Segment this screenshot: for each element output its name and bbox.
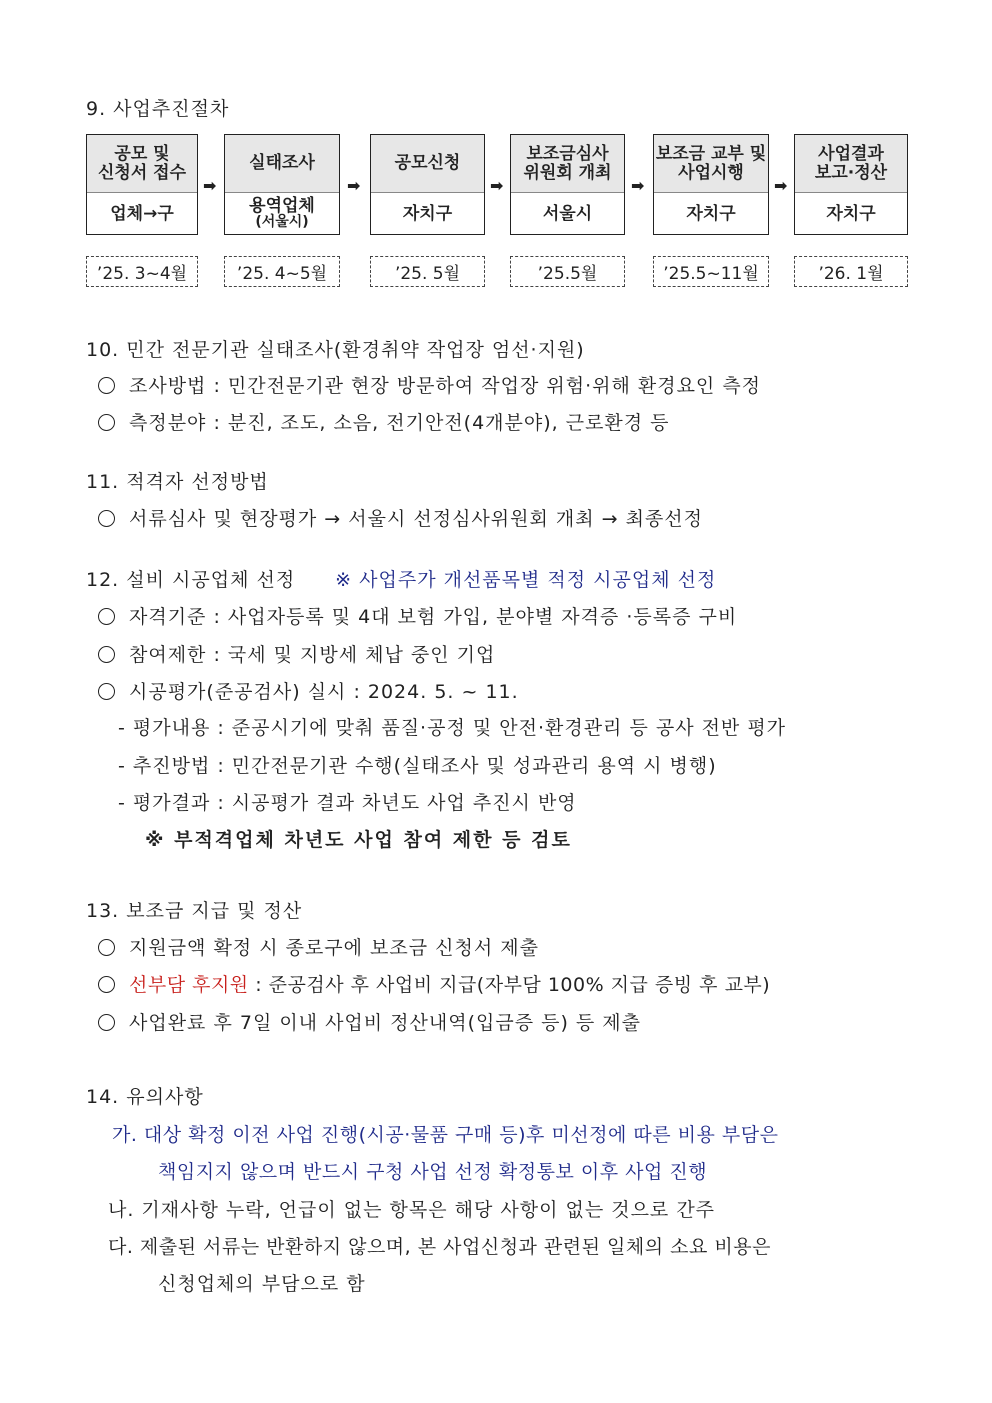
- section-14-title: 14. 유의사항: [86, 1086, 204, 1108]
- flow-step-title: 공모 및: [114, 143, 170, 164]
- flow-arrow-icon: ➡: [347, 176, 361, 195]
- notice-a-line-1: 가. 대상 확정 이전 사업 진행(시공·물품 구매 등)후 미선정에 따른 비용 부담은: [112, 1124, 779, 1146]
- flow-step-2: [224, 134, 340, 235]
- flow-step-3: [370, 134, 485, 235]
- notice-c-line-2: 신청업체의 부담으로 함: [158, 1273, 366, 1295]
- flow-step-title: 사업시행: [678, 162, 744, 183]
- flow-date-1: ’25. 3~4월: [86, 256, 198, 287]
- flow-step-4: [510, 134, 625, 235]
- flow-step-title: 보조금심사: [526, 143, 609, 164]
- flow-arrow-icon: ➡: [203, 176, 217, 195]
- circle-bullet-icon: [98, 608, 115, 625]
- section-13-title: 13. 보조금 지급 및 정산: [86, 900, 303, 922]
- flow-step-title: 공모신청: [394, 153, 461, 173]
- circle-bullet-icon: [98, 939, 115, 956]
- notice-a-line-2: 책임지지 않으며 반드시 구청 사업 선정 확정통보 이후 사업 진행: [158, 1161, 708, 1183]
- section-12-title: 12. 설비 시공업체 선정 ※ 사업주가 개선품목별 적정 시공업체 선정: [86, 569, 717, 591]
- list-item: 서류심사 및 현장평가 → 서울시 선정심사위원회 개최 → 최종선정: [98, 504, 703, 531]
- sub-item: - 평가내용 : 준공시기에 맞춰 품질·공정 및 안전·환경관리 등 공사 전반 평가: [118, 717, 787, 739]
- notice-c-line-1: 다. 제출된 서류는 반환하지 않으며, 본 사업신청과 관련된 일체의 소요 비용은: [108, 1236, 771, 1258]
- section-10-title: 10. 민간 전문기관 실태조사(환경취약 작업장 엄선·지원): [86, 339, 585, 361]
- flow-date-4: ’25.5월: [510, 256, 625, 287]
- section-11-title: 11. 적격자 선정방법: [86, 471, 269, 493]
- list-item: 측정분야 : 분진, 조도, 소음, 전기안전(4개분야), 근로환경 등: [98, 408, 670, 435]
- flow-step-owner: 자치구: [826, 203, 876, 224]
- flow-step-owner: 용역업체: [249, 196, 315, 216]
- sub-note: ※ 부적격업체 차년도 사업 참여 제한 등 검토: [145, 829, 572, 851]
- list-item: 시공평가(준공검사) 실시 : 2024. 5. ~ 11.: [98, 677, 519, 704]
- circle-bullet-icon: [98, 683, 115, 700]
- flow-step-5: [653, 134, 769, 235]
- flow-date-5: ’25.5~11월: [653, 256, 769, 287]
- flow-step-owner: 업체→구: [110, 203, 174, 224]
- flow-date-6: ’26. 1월: [794, 256, 908, 287]
- notice-b: 나. 기재사항 누락, 언급이 없는 항목은 해당 사항이 없는 것으로 간주: [108, 1199, 716, 1221]
- flow-step-title: 위원회 개최: [523, 162, 612, 183]
- flow-step-6: [794, 134, 908, 235]
- flow-step-1: [86, 134, 198, 235]
- flow-arrow-icon: ➡: [490, 176, 504, 195]
- list-item: 지원금액 확정 시 종로구에 보조금 신청서 제출: [98, 933, 539, 960]
- circle-bullet-icon: [98, 377, 115, 394]
- flow-date-2: ’25. 4~5월: [224, 256, 340, 287]
- circle-bullet-icon: [98, 646, 115, 663]
- list-item: 사업완료 후 7일 이내 사업비 정산내역(입금증 등) 등 제출: [98, 1008, 641, 1035]
- flow-step-title: 사업결과: [818, 143, 884, 164]
- flow-step-owner: 서울시: [542, 203, 593, 224]
- list-item: 참여제한 : 국세 및 지방세 체납 중인 기업: [98, 640, 495, 667]
- circle-bullet-icon: [98, 414, 115, 431]
- list-item: 자격기준 : 사업자등록 및 4대 보험 가입, 분야별 자격증 ·등록증 구비: [98, 602, 737, 629]
- flow-arrow-icon: ➡: [631, 176, 645, 195]
- flow-arrow-icon: ➡: [774, 176, 788, 195]
- list-item: 선부담 후지원 : 준공검사 후 사업비 지급(자부담 100% 지급 증빙 후 교부): [98, 970, 770, 997]
- flow-step-owner: 자치구: [402, 203, 453, 224]
- flow-step-owner-sub: (서울시): [255, 214, 309, 230]
- flow-step-title: 실태조사: [249, 153, 315, 173]
- flow-step-title: 보고·정산: [814, 162, 888, 183]
- flow-step-owner: 자치구: [686, 203, 736, 224]
- circle-bullet-icon: [98, 1014, 115, 1031]
- sub-item: - 평가결과 : 시공평가 결과 차년도 사업 추진시 반영: [118, 792, 577, 814]
- sub-item: - 추진방법 : 민간전문기관 수행(실태조사 및 성과관리 용역 시 병행): [118, 755, 717, 777]
- circle-bullet-icon: [98, 976, 115, 993]
- flow-date-3: ’25. 5월: [370, 256, 485, 287]
- section-12-note: ※ 사업주가 개선품목별 적정 시공업체 선정: [335, 569, 717, 591]
- circle-bullet-icon: [98, 510, 115, 527]
- flow-step-title: 보조금 교부 및: [655, 143, 767, 164]
- section-9-title: 9. 사업추진절차: [86, 98, 230, 120]
- flow-step-title: 신청서 접수: [97, 162, 187, 183]
- list-item: 조사방법 : 민간전문기관 현장 방문하여 작업장 위험·위해 환경요인 측정: [98, 371, 761, 398]
- highlight-text: 선부담 후지원: [129, 974, 249, 996]
